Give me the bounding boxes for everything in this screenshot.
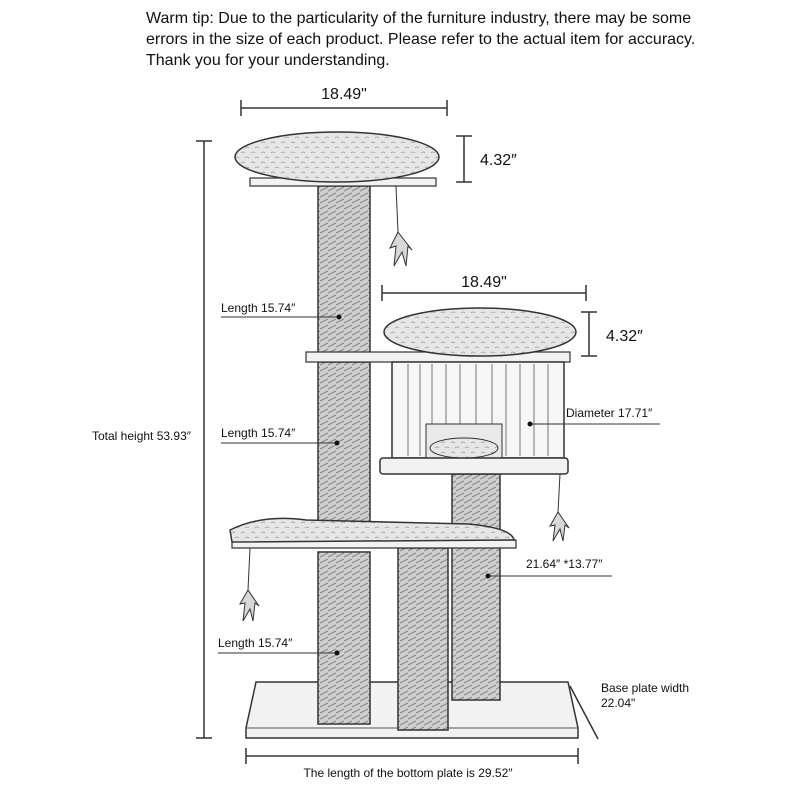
dim-top-perch-height	[456, 136, 517, 182]
post-low	[318, 552, 370, 724]
callout-platform-size	[486, 557, 613, 579]
dim-mid-perch-width	[382, 274, 586, 301]
warm-tip-line: Warm tip: Due to the particularity of the furniture industry, there may be some	[146, 10, 692, 27]
base-width-label: Base plate width	[601, 681, 690, 695]
post-right	[452, 474, 500, 700]
top-perch-height-label: 4.32″	[480, 152, 517, 169]
warm-tip-line: Thank you for your understanding.	[146, 52, 390, 69]
post-top-length-label: Length 15.74″	[221, 301, 296, 315]
condo-diameter-label: Diameter 17.71″	[566, 406, 653, 420]
mid-perch-height-label: 4.32″	[606, 328, 643, 345]
dim-total-height	[92, 141, 212, 738]
post-mid-length-label: Length 15.74″	[221, 426, 296, 440]
top-perch-width-label: 18.49"	[321, 86, 367, 103]
post-low-length-label: Length 15.74″	[218, 636, 293, 650]
platform-size-label: 21.64″ *13.77″	[526, 557, 603, 571]
total-height-label: Total height 53.93″	[92, 429, 191, 443]
post-center	[398, 548, 448, 730]
mid-perch-width-label: 18.49"	[461, 274, 507, 291]
dim-base-plate-width	[570, 681, 689, 739]
bottom-plate-length-label: The length of the bottom plate is 29.52″	[303, 766, 513, 780]
warm-tip-line: errors in the size of each product. Please refer to the actual item for accuracy.	[146, 31, 696, 48]
post-top	[318, 186, 370, 354]
dim-mid-perch-height	[581, 312, 643, 356]
base-width-value: 22.04"	[601, 696, 636, 710]
dim-top-perch-width	[241, 86, 447, 116]
post-mid	[318, 362, 370, 532]
dim-bottom-plate-length	[246, 748, 578, 780]
